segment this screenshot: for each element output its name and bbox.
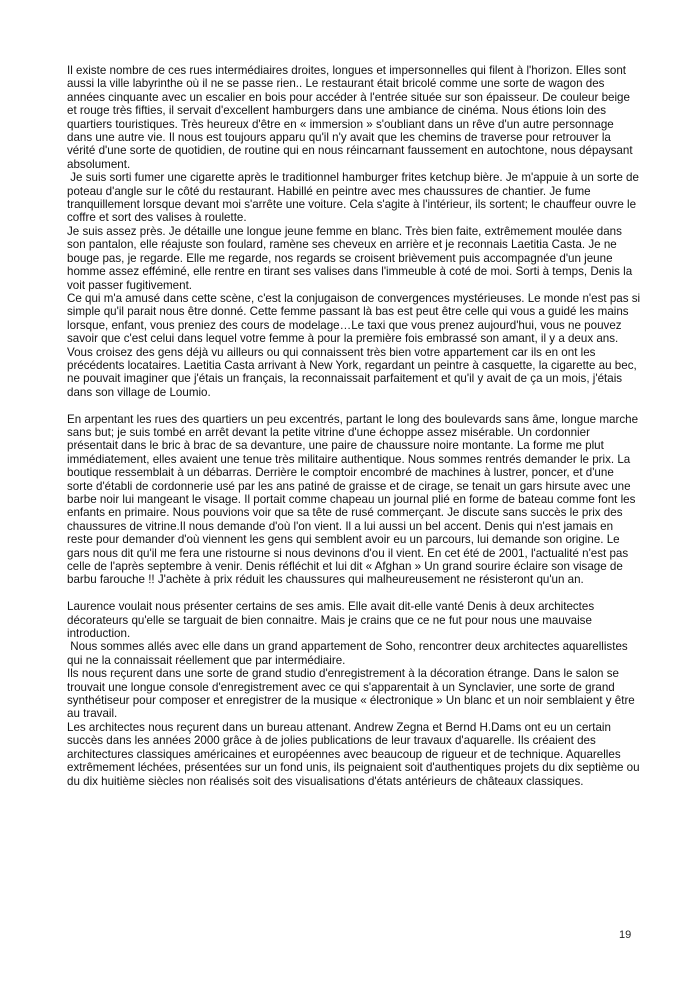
paragraph-cigarette: Je suis sorti fumer une cigarette après le traditionnel hamburger frites ketchup bière. Je m'appuie à un sorte de poteau d'angle sur le côté du restaurant. Habillé en peintre avec mes chaussures de chantier. Je fume tranquillement lorsque devant moi s'arrête une voiture. Cela s'agite à l'intérieur, ils sortent; le chauffeur ouvre le coffre et sort des valises à roulette. (67, 171, 643, 225)
paragraph-cordonnier: En arpentant les rues des quartiers un peu excentrés, partant le long des boulevards sans âme, longue marche sans but; je suis tombé en arrêt devant la petite vitrine d'une échoppe assez misérable. Un cordonnier présentait dans le bric à brac de sa devanture, une paire de chaussure noire montante. La forme me plut immédiatement, elles avaient une tenue très militaire authentique. Nous sommes rentrés demander le prix. La boutique ressemblait à un débarras. Derrière le comptoir encombré de machines à lustrer, poncer, et d'une sorte d'établi de cordonnerie usé par les ans patiné de graisse et de cirage, se tenait un gars hirsute avec une barbe noir lui mangeant le visage. Il portait comme chapeau un journal plié en forme de bateau comme font les enfants en primaire. Nous pouvions voir que sa tête de rusé commerçant. Je discute sans succès le prix des chaussures de vitrine.Il nous demande d'où l'on vient. Il a lui aussi un bel accent. Denis qui n'est jamais en reste pour demander d'où viennent les gens qui semblent avoir eu un parcours, lui demande son origine. Le gars nous dit qu'il me fera une ristourne si nous devinons d'ou il vient. En cet été de 2001, l'actualité n'est pas celle de l'après septembre à venir. Denis réfléchit et lui dit « Afghan » Un grand sourire éclaire son visage de barbu farouche !! J'achète à prix réduit les chaussures qui malheureusement ne résisteront qu'un an. (67, 412, 642, 587)
paragraph-rue-intermediaire: Il existe nombre de ces rues intermédiaires droites, longues et impersonnelles qui filent à l'horizon. Elles sont aussi la ville labyrinthe où il ne se passe rien.. Le restaurant était bricolé comme une sorte de wagon des années cinquante avec un escalier en bois pour accéder à l'entrée située sur son épaisseur. De couleur beige et rouge très fifties, il servait d'excellent hamburgers dans une ambiance de cinéma. Nous étions loin des quartiers touristiques. Très heureux d'être en « immersion » s'oubliant dans un rêve d'un autre personnage dans une autre vie. Il nous est toujours apparu qu'il n'y avait que les chemins de traverse pour retrouver la vérité d'une sorte de quotidien, de routine qui en nous réincarnant faussement en autochtone, nous dépaysant absolument. (67, 64, 636, 171)
paragraph-architectes: Les architectes nous reçurent dans un bureau attenant. Andrew Zegna et Bernd H.Dams ont eu un certain succès dans les années 2000 grâce à de jolies publications de leur travaux d'aquarelle. Ils créaient des architectures classiques américaines et européennes avec beaucoup de rigueur et de technique. Aquarelles extrêmement léchées, présentées sur un fond unis, ils peignaient soit d'authentiques projets du dix septième ou du dix huitième siècles non réalisés soit des visualisations d'états antérieurs de châteaux classiques. (67, 720, 643, 788)
paragraph-spacer (67, 587, 642, 600)
paragraph-laurence: Laurence voulait nous présenter certains de ses amis. Elle avait dit-elle vanté Denis à deux architectes décorateurs qu'elle se targuait de bien connaitre. Mais je crains que ce ne fut pour nous une mauvaise introduction. (67, 600, 598, 641)
page-number: 19 (619, 929, 632, 941)
paragraph-convergences: Ce qui m'a amusé dans cette scène, c'est la conjugaison de convergences mystérieuses. Le monde n'est pas si simple qu'il parait nous être donné. Cette femme passant là bas est peut être celle qui vous a guidé les mains lorsque, enfant, vous preniez des cours de modelage…Le taxi que vous prenez aujourd'hui, vous ne pouvez savoir que c'est celui dans lequel votre femme à pour la première fois embrassé son amant, il y a deux ans. Vous croisez des gens déjà vu ailleurs ou qui connaissent très bien votre appartement car ils en ont les précédents locataires. Laetitia Casta arrivant à New York, regardant un peintre à casquette, la cigarette au bec, ne pouvait imaginer que j'étais un français, la reconnaissait parfaitement et qu'il y avait de ça un mois, j'étais dans son village de Loumio. (67, 291, 644, 399)
paragraph-soho: Nous sommes allés avec elle dans un grand appartement de Soho, rencontrer deux architectes aquarellistes qui ne la connaissait réellement que par intermédiaire. (67, 640, 631, 667)
paragraph-spacer (67, 399, 642, 412)
paragraph-studio: Ils nous reçurent dans une sorte de grand studio d'enregistrement à la décoration étrange. Dans le salon se trouvait une longue console d'enregistrement avec ce qui s'apparentait à un Synclavier, une sorte de grand synthétiseur pour composer et enregistrer de la musique « électronique » Un blanc et un noir semblaient y être au travail. (67, 667, 638, 721)
body-text (67, 64, 642, 788)
paragraph-laetitia-casta: Je suis assez près. Je détaille une longue jeune femme en blanc. Très bien faite, extrêmement moulée dans son pantalon, elle réajuste son foulard, ramène ses cheveux en arrière et je reconnais Laetitia Casta. Je ne bouge pas, je regarde. Elle me regarde, nos regards se croisent brièvement puis accompagnée d'un jeune homme assez efféminé, elle rentre en tirant ses valises dans l'immeuble à coté de moi. Sorti à temps, Denis la voit passer fugitivement. (67, 224, 636, 292)
